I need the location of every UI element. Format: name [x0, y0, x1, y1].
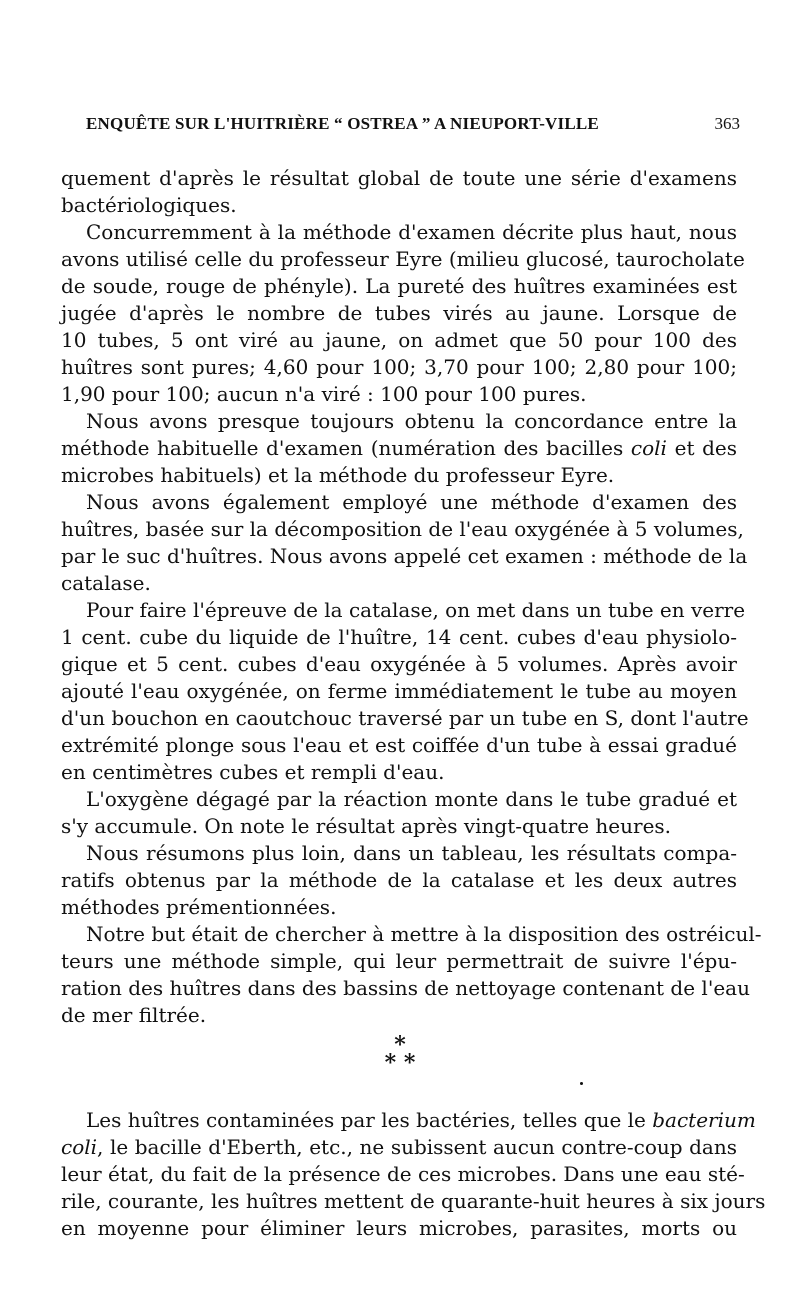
- text-line: Nous avons également employé une méthode d'examen des: [86, 490, 737, 514]
- ink-dot: [580, 1082, 583, 1085]
- text-line: gique et 5 cent. cubes d'eau oxygénée à 5 volumes. Après avoir: [61, 652, 737, 676]
- text-line: catalase.: [61, 571, 151, 595]
- text-line: ratifs obtenus par la méthode de la catalase et les deux autres: [61, 868, 737, 892]
- text-line: Pour faire l'épreuve de la catalase, on met dans un tube en verre: [86, 598, 746, 622]
- text-line: de soude, rouge de phényle). La pureté des huîtres examinées est: [61, 274, 737, 298]
- text-line: de mer filtrée.: [61, 1003, 207, 1027]
- text-line: L'oxygène dégagé par la réaction monte dans le tube gradué et: [86, 787, 737, 811]
- page-header: [64, 114, 740, 138]
- text-line: méthodes prémentionnées.: [61, 895, 337, 919]
- text-line: ajouté l'eau oxygénée, on ferme immédiatement le tube au moyen: [61, 679, 737, 703]
- text-line: par le suc d'huîtres. Nous avons appelé cet examen : méthode de la: [61, 544, 748, 568]
- text-line: avons utilisé celle du professeur Eyre (milieu glucosé, taurocholate: [61, 247, 745, 271]
- italic-term: coli: [61, 1135, 98, 1159]
- italic-term: coli: [630, 436, 667, 460]
- text-line: en moyenne pour éliminer leurs microbes, parasites, morts ou: [61, 1216, 737, 1240]
- text-line: rile, courante, les huîtres mettent de quarante-huit heures à six jours: [61, 1189, 766, 1213]
- text-line: huîtres, basée sur la décomposition de l'eau oxygénée à 5 volumes,: [61, 517, 744, 541]
- italic-term: bacterium: [652, 1108, 756, 1132]
- text-line: d'un bouchon en caoutchouc traversé par un tube en S, dont l'autre: [61, 706, 749, 730]
- text-line: Nous avons presque toujours obtenu la concordance entre la: [86, 409, 737, 433]
- text-line: Les huîtres contaminées par les bactéries, telles que le bacterium: [86, 1108, 756, 1132]
- text-line: 1,90 pour 100; aucun n'a viré : 100 pour 100 pures.: [61, 382, 587, 406]
- text-line: jugée d'après le nombre de tubes virés au jaune. Lorsque de: [61, 301, 737, 325]
- text-line: Notre but était de chercher à mettre à la disposition des ostréicul-: [86, 922, 762, 946]
- running-title: ENQUÊTE SUR L'HUITRIÈRE “ OSTREA ” A NIEUPORT-VILLE: [86, 114, 599, 133]
- text-line: en centimètres cubes et rempli d'eau.: [61, 760, 445, 784]
- section-asterism: * * *: [384, 1032, 416, 1076]
- text-line: méthode habituelle d'examen (numération des bacilles coli et des: [61, 436, 738, 460]
- text-line: Concurremment à la méthode d'examen décrite plus haut, nous: [86, 220, 737, 244]
- text-line: Nous résumons plus loin, dans un tableau, les résultats compa-: [86, 841, 737, 865]
- text-line: 10 tubes, 5 ont viré au jaune, on admet que 50 pour 100 des: [61, 328, 737, 352]
- text-line: quement d'après le résultat global de toute une série d'examens: [61, 166, 737, 190]
- text-line: ration des huîtres dans des bassins de nettoyage contenant de l'eau: [61, 976, 750, 1000]
- page-number: 363: [714, 114, 740, 133]
- text-line: coli, le bacille d'Eberth, etc., ne subissent aucun contre-coup dans: [61, 1135, 737, 1159]
- text-line: 1 cent. cube du liquide de l'huître, 14 cent. cubes d'eau physiolo-: [61, 625, 737, 649]
- text-line: leur état, du fait de la présence de ces microbes. Dans une eau sté-: [61, 1162, 745, 1186]
- text-line: huîtres sont pures; 4,60 pour 100; 3,70 pour 100; 2,80 pour 100;: [61, 355, 737, 379]
- text-line: teurs une méthode simple, qui leur permettrait de suivre l'épu-: [61, 949, 737, 973]
- text-line: microbes habituels) et la méthode du professeur Eyre.: [61, 463, 615, 487]
- text-line: s'y accumule. On note le résultat après vingt-quatre heures.: [61, 814, 672, 838]
- text-line: extrémité plonge sous l'eau et est coiffée d'un tube à essai gradué: [61, 733, 737, 757]
- text-line: bactériologiques.: [61, 193, 237, 217]
